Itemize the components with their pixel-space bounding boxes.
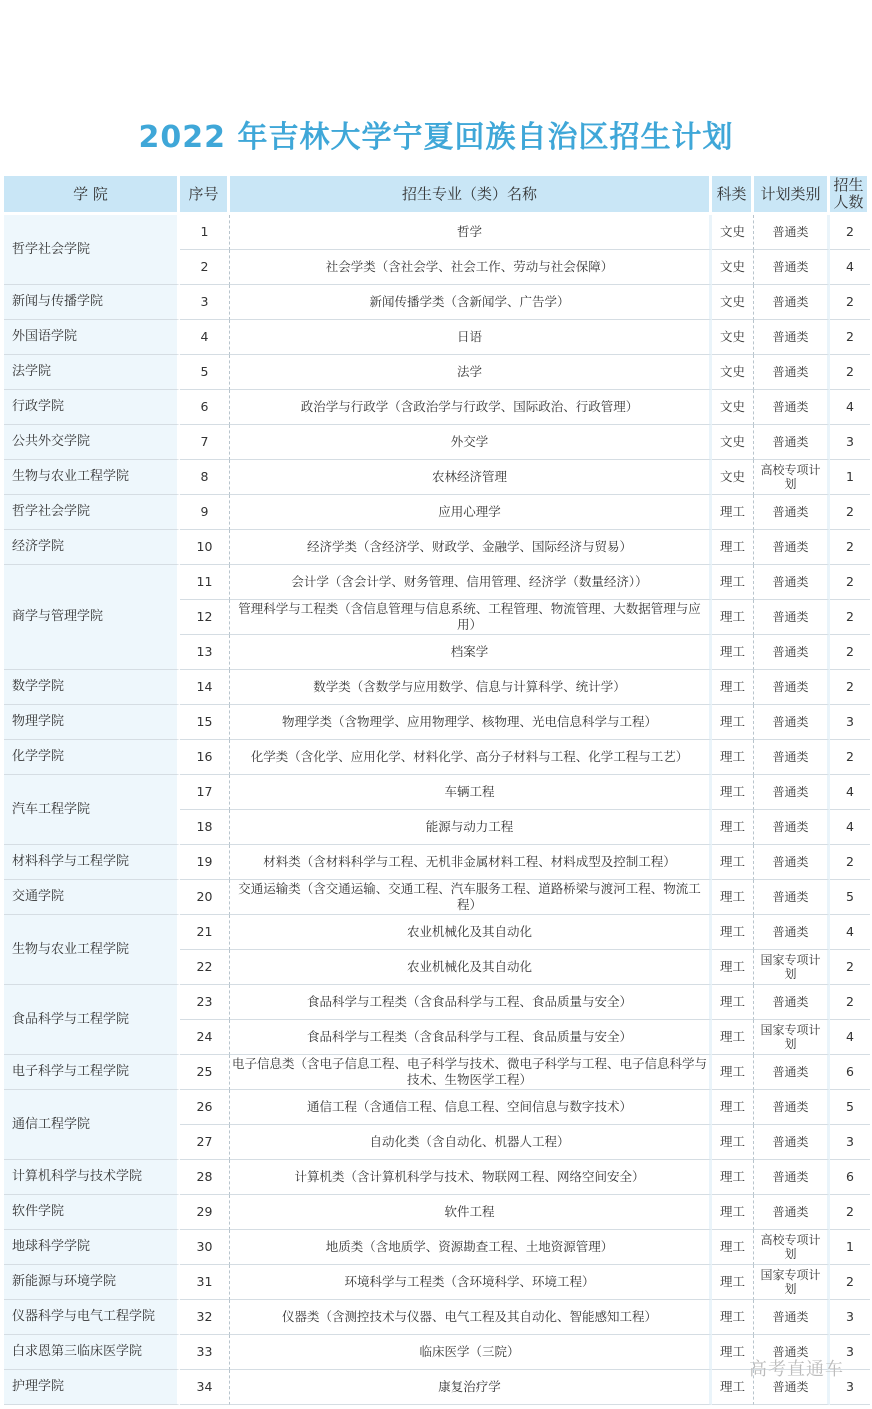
- subject-cell: 理工: [712, 600, 754, 635]
- seq-cell: 20: [180, 880, 230, 915]
- seq-cell: 18: [180, 810, 230, 845]
- plan-cell: 普通类: [754, 1335, 830, 1370]
- major-cell: 交通运输类（含交通运输、交通工程、汽车服务工程、道路桥梁与渡河工程、物流工程）: [230, 880, 712, 915]
- table-body: [4, 215, 870, 1405]
- table-row: [4, 1300, 870, 1335]
- subject-cell: 文史: [712, 320, 754, 355]
- table-row: [4, 1230, 870, 1265]
- college-cell: 电子科学与工程学院: [4, 1055, 180, 1090]
- subject-cell: 理工: [712, 1160, 754, 1195]
- subject-cell: 理工: [712, 635, 754, 670]
- seq-cell: 29: [180, 1195, 230, 1230]
- table-row: [4, 845, 870, 880]
- subject-cell: 文史: [712, 460, 754, 495]
- subject-cell: 文史: [712, 285, 754, 320]
- seq-cell: 9: [180, 495, 230, 530]
- plan-cell: 普通类: [754, 810, 830, 845]
- seq-cell: 12: [180, 600, 230, 635]
- plan-cell: 普通类: [754, 705, 830, 740]
- college-cell: 地球科学学院: [4, 1230, 180, 1265]
- count-cell: 2: [830, 740, 870, 775]
- subject-cell: 理工: [712, 845, 754, 880]
- major-cell: 材料类（含材料科学与工程、无机非金属材料工程、材料成型及控制工程）: [230, 845, 712, 880]
- plan-cell: 普通类: [754, 635, 830, 670]
- major-cell: 食品科学与工程类（含食品科学与工程、食品质量与安全）: [230, 1020, 712, 1055]
- plan-cell: 普通类: [754, 320, 830, 355]
- seq-cell: 23: [180, 985, 230, 1020]
- college-cell: 法学院: [4, 355, 180, 390]
- college-cell: 新能源与环境学院: [4, 1265, 180, 1300]
- major-cell: 新闻传播学类（含新闻学、广告学）: [230, 285, 712, 320]
- major-cell: 康复治疗学: [230, 1370, 712, 1405]
- plan-cell: 高校专项计划: [754, 1230, 830, 1265]
- subject-cell: 理工: [712, 705, 754, 740]
- major-cell: 日语: [230, 320, 712, 355]
- seq-cell: 28: [180, 1160, 230, 1195]
- subject-cell: 理工: [712, 670, 754, 705]
- major-cell: 数学类（含数学与应用数学、信息与计算科学、统计学）: [230, 670, 712, 705]
- table-row: [4, 390, 870, 425]
- major-cell: 档案学: [230, 635, 712, 670]
- seq-cell: 30: [180, 1230, 230, 1265]
- seq-cell: 22: [180, 950, 230, 985]
- plan-cell: 普通类: [754, 215, 830, 250]
- major-cell: 物理学类（含物理学、应用物理学、核物理、光电信息科学与工程）: [230, 705, 712, 740]
- college-cell: 护理学院: [4, 1370, 180, 1405]
- header-college: 学 院: [4, 176, 180, 215]
- count-cell: 2: [830, 1265, 870, 1300]
- count-cell: 2: [830, 845, 870, 880]
- college-cell: 哲学社会学院: [4, 215, 180, 285]
- college-cell: 白求恩第三临床医学院: [4, 1335, 180, 1370]
- count-cell: 2: [830, 985, 870, 1020]
- subject-cell: 理工: [712, 1090, 754, 1125]
- count-cell: 2: [830, 670, 870, 705]
- subject-cell: 文史: [712, 215, 754, 250]
- table-row: [4, 1335, 870, 1370]
- subject-cell: 理工: [712, 740, 754, 775]
- college-cell: 计算机科学与技术学院: [4, 1160, 180, 1195]
- count-cell: 6: [830, 1055, 870, 1090]
- count-cell: 2: [830, 495, 870, 530]
- seq-cell: 16: [180, 740, 230, 775]
- plan-cell: 普通类: [754, 1090, 830, 1125]
- count-cell: 1: [830, 460, 870, 495]
- table-row: [4, 880, 870, 915]
- plan-cell: 普通类: [754, 425, 830, 460]
- table-row: [4, 1090, 870, 1125]
- seq-cell: 10: [180, 530, 230, 565]
- plan-cell: 普通类: [754, 1195, 830, 1230]
- major-cell: 软件工程: [230, 1195, 712, 1230]
- count-cell: 2: [830, 635, 870, 670]
- subject-cell: 理工: [712, 565, 754, 600]
- watermark: 高考直通车: [749, 1359, 844, 1380]
- college-cell: 公共外交学院: [4, 425, 180, 460]
- college-cell: 仪器科学与电气工程学院: [4, 1300, 180, 1335]
- table-row: [4, 285, 870, 320]
- seq-cell: 5: [180, 355, 230, 390]
- seq-cell: 7: [180, 425, 230, 460]
- major-cell: 社会学类（含社会学、社会工作、劳动与社会保障）: [230, 250, 712, 285]
- subject-cell: 理工: [712, 495, 754, 530]
- count-cell: 2: [830, 600, 870, 635]
- college-cell: 经济学院: [4, 530, 180, 565]
- plan-cell: 普通类: [754, 390, 830, 425]
- subject-cell: 理工: [712, 530, 754, 565]
- header-seq: 序号: [180, 176, 230, 215]
- plan-cell: 普通类: [754, 250, 830, 285]
- major-cell: 环境科学与工程类（含环境科学、环境工程）: [230, 1265, 712, 1300]
- table-row: [4, 1160, 870, 1195]
- table-row: [4, 425, 870, 460]
- subject-cell: 理工: [712, 1300, 754, 1335]
- seq-cell: 1: [180, 215, 230, 250]
- table-row: [4, 1195, 870, 1230]
- major-cell: 通信工程（含通信工程、信息工程、空间信息与数字技术）: [230, 1090, 712, 1125]
- major-cell: 政治学与行政学（含政治学与行政学、国际政治、行政管理）: [230, 390, 712, 425]
- count-cell: 3: [830, 425, 870, 460]
- seq-cell: 11: [180, 565, 230, 600]
- table-row: [4, 460, 870, 495]
- subject-cell: 理工: [712, 1265, 754, 1300]
- seq-cell: 13: [180, 635, 230, 670]
- major-cell: 仪器类（含测控技术与仪器、电气工程及其自动化、智能感知工程）: [230, 1300, 712, 1335]
- count-cell: 2: [830, 950, 870, 985]
- count-cell: 3: [830, 705, 870, 740]
- enrollment-table: [4, 176, 870, 1405]
- plan-cell: 普通类: [754, 775, 830, 810]
- major-cell: 计算机类（含计算机科学与技术、物联网工程、网络空间安全）: [230, 1160, 712, 1195]
- plan-cell: 普通类: [754, 355, 830, 390]
- plan-cell: 普通类: [754, 1160, 830, 1195]
- subject-cell: 理工: [712, 1230, 754, 1265]
- college-cell: 软件学院: [4, 1195, 180, 1230]
- table-row: [4, 985, 870, 1020]
- subject-cell: 理工: [712, 1125, 754, 1160]
- college-cell: 商学与管理学院: [4, 565, 180, 670]
- count-cell: 4: [830, 810, 870, 845]
- subject-cell: 理工: [712, 915, 754, 950]
- plan-cell: 普通类: [754, 1125, 830, 1160]
- major-cell: 农业机械化及其自动化: [230, 915, 712, 950]
- seq-cell: 6: [180, 390, 230, 425]
- seq-cell: 32: [180, 1300, 230, 1335]
- count-cell: 3: [830, 1125, 870, 1160]
- count-cell: 2: [830, 355, 870, 390]
- count-cell: 5: [830, 880, 870, 915]
- seq-cell: 25: [180, 1055, 230, 1090]
- subject-cell: 理工: [712, 880, 754, 915]
- table-row: [4, 705, 870, 740]
- seq-cell: 8: [180, 460, 230, 495]
- count-cell: 6: [830, 1160, 870, 1195]
- count-cell: 1: [830, 1230, 870, 1265]
- count-cell: 4: [830, 1020, 870, 1055]
- table-row: [4, 740, 870, 775]
- subject-cell: 文史: [712, 425, 754, 460]
- major-cell: 地质类（含地质学、资源勘查工程、土地资源管理）: [230, 1230, 712, 1265]
- major-cell: 经济学类（含经济学、财政学、金融学、国际经济与贸易）: [230, 530, 712, 565]
- college-cell: 化学学院: [4, 740, 180, 775]
- seq-cell: 19: [180, 845, 230, 880]
- seq-cell: 31: [180, 1265, 230, 1300]
- subject-cell: 理工: [712, 1020, 754, 1055]
- seq-cell: 33: [180, 1335, 230, 1370]
- college-cell: 外国语学院: [4, 320, 180, 355]
- major-cell: 农林经济管理: [230, 460, 712, 495]
- subject-cell: 理工: [712, 1335, 754, 1370]
- seq-cell: 3: [180, 285, 230, 320]
- plan-cell: 普通类: [754, 845, 830, 880]
- count-cell: 3: [830, 1335, 870, 1370]
- seq-cell: 2: [180, 250, 230, 285]
- seq-cell: 26: [180, 1090, 230, 1125]
- subject-cell: 理工: [712, 1370, 754, 1405]
- header-major: 招生专业（类）名称: [230, 176, 712, 215]
- college-cell: 食品科学与工程学院: [4, 985, 180, 1055]
- major-cell: 哲学: [230, 215, 712, 250]
- count-cell: 4: [830, 390, 870, 425]
- plan-cell: 普通类: [754, 740, 830, 775]
- table-row: [4, 530, 870, 565]
- count-cell: 3: [830, 1370, 870, 1405]
- college-cell: 材料科学与工程学院: [4, 845, 180, 880]
- college-cell: 生物与农业工程学院: [4, 460, 180, 495]
- table-row: [4, 320, 870, 355]
- table-header-row: [4, 176, 870, 215]
- page-title: 2022 年吉林大学宁夏回族自治区招生计划: [138, 120, 734, 155]
- count-cell: 3: [830, 1300, 870, 1335]
- subject-cell: 理工: [712, 985, 754, 1020]
- plan-cell: 普通类: [754, 915, 830, 950]
- plan-cell: 普通类: [754, 530, 830, 565]
- count-cell: 2: [830, 530, 870, 565]
- major-cell: 会计学（含会计学、财务管理、信用管理、经济学（数量经济））: [230, 565, 712, 600]
- table-row: [4, 1055, 870, 1090]
- major-cell: 电子信息类（含电子信息工程、电子科学与技术、微电子科学与工程、电子信息科学与技术、生物医学工程）: [230, 1055, 712, 1090]
- plan-cell: 普通类: [754, 1055, 830, 1090]
- subject-cell: 理工: [712, 1195, 754, 1230]
- subject-cell: 理工: [712, 950, 754, 985]
- major-cell: 外交学: [230, 425, 712, 460]
- plan-cell: 普通类: [754, 880, 830, 915]
- header-subject: 科类: [712, 176, 754, 215]
- plan-cell: 普通类: [754, 285, 830, 320]
- table-row: [4, 670, 870, 705]
- college-cell: 新闻与传播学院: [4, 285, 180, 320]
- subject-cell: 文史: [712, 250, 754, 285]
- count-cell: 5: [830, 1090, 870, 1125]
- college-cell: 行政学院: [4, 390, 180, 425]
- major-cell: 化学类（含化学、应用化学、材料化学、高分子材料与工程、化学工程与工艺）: [230, 740, 712, 775]
- subject-cell: 理工: [712, 1055, 754, 1090]
- seq-cell: 17: [180, 775, 230, 810]
- college-cell: 数学学院: [4, 670, 180, 705]
- seq-cell: 27: [180, 1125, 230, 1160]
- major-cell: 车辆工程: [230, 775, 712, 810]
- header-plan: 计划类别: [754, 176, 830, 215]
- table-row: [4, 1265, 870, 1300]
- plan-cell: 普通类: [754, 1370, 830, 1405]
- seq-cell: 15: [180, 705, 230, 740]
- table-row: [4, 915, 870, 950]
- subject-cell: 文史: [712, 390, 754, 425]
- table-row: [4, 215, 870, 250]
- plan-cell: 普通类: [754, 670, 830, 705]
- count-cell: 2: [830, 1195, 870, 1230]
- table-row: [4, 495, 870, 530]
- seq-cell: 4: [180, 320, 230, 355]
- major-cell: 自动化类（含自动化、机器人工程）: [230, 1125, 712, 1160]
- plan-cell: 国家专项计划: [754, 1020, 830, 1055]
- college-cell: 交通学院: [4, 880, 180, 915]
- count-cell: 2: [830, 565, 870, 600]
- count-cell: 2: [830, 285, 870, 320]
- plan-cell: 国家专项计划: [754, 950, 830, 985]
- header-count: 招生人数: [830, 176, 870, 215]
- seq-cell: 14: [180, 670, 230, 705]
- college-cell: 汽车工程学院: [4, 775, 180, 845]
- table-row: [4, 565, 870, 600]
- plan-cell: 普通类: [754, 495, 830, 530]
- major-cell: 应用心理学: [230, 495, 712, 530]
- plan-cell: 普通类: [754, 565, 830, 600]
- seq-cell: 34: [180, 1370, 230, 1405]
- count-cell: 4: [830, 775, 870, 810]
- college-cell: 生物与农业工程学院: [4, 915, 180, 985]
- major-cell: 管理科学与工程类（含信息管理与信息系统、工程管理、物流管理、大数据管理与应用）: [230, 600, 712, 635]
- college-cell: 物理学院: [4, 705, 180, 740]
- plan-cell: 国家专项计划: [754, 1265, 830, 1300]
- subject-cell: 理工: [712, 810, 754, 845]
- major-cell: 食品科学与工程类（含食品科学与工程、食品质量与安全）: [230, 985, 712, 1020]
- count-cell: 2: [830, 215, 870, 250]
- plan-cell: 高校专项计划: [754, 460, 830, 495]
- seq-cell: 21: [180, 915, 230, 950]
- major-cell: 农业机械化及其自动化: [230, 950, 712, 985]
- subject-cell: 理工: [712, 775, 754, 810]
- count-cell: 4: [830, 250, 870, 285]
- count-cell: 2: [830, 320, 870, 355]
- major-cell: 法学: [230, 355, 712, 390]
- count-cell: 4: [830, 915, 870, 950]
- table-row: [4, 355, 870, 390]
- major-cell: 临床医学（三院）: [230, 1335, 712, 1370]
- seq-cell: 24: [180, 1020, 230, 1055]
- college-cell: 哲学社会学院: [4, 495, 180, 530]
- plan-cell: 普通类: [754, 600, 830, 635]
- plan-cell: 普通类: [754, 1300, 830, 1335]
- college-cell: 通信工程学院: [4, 1090, 180, 1160]
- plan-cell: 普通类: [754, 985, 830, 1020]
- table-row: [4, 1370, 870, 1405]
- table-row: [4, 775, 870, 810]
- major-cell: 能源与动力工程: [230, 810, 712, 845]
- subject-cell: 文史: [712, 355, 754, 390]
